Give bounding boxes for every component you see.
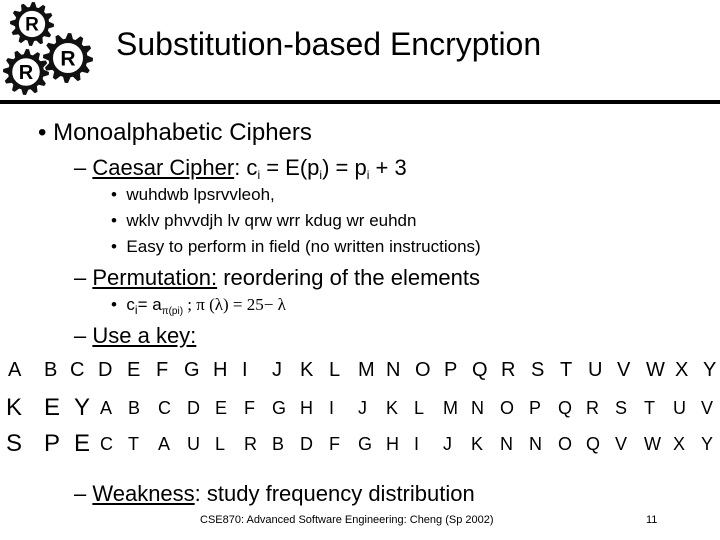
cipher-letter: D [300, 434, 313, 454]
cipher-letter: M [358, 359, 375, 381]
key-label: Use a key: [92, 323, 197, 348]
cipher-letter: T [128, 434, 139, 454]
cipher-letter: U [673, 398, 686, 418]
cipher-letter: J [272, 359, 282, 381]
cipher-letter: W [644, 434, 661, 454]
cipher-letter: K [300, 359, 314, 381]
cipher-letter: S [531, 359, 545, 381]
cipher-letter: S [615, 398, 628, 418]
cipher-letter: C [70, 359, 85, 381]
cipher-letter: X [673, 434, 686, 454]
bullet-permutation [74, 264, 480, 292]
cipher-letter: L [414, 398, 425, 418]
page-title: Substitution-based Encryption [116, 26, 542, 62]
cipher-letter: X [675, 359, 689, 381]
bullet-use-key [74, 322, 196, 350]
example-text: wuhdwb lpsrvvleoh, [126, 185, 275, 204]
caesar-example-3: • Easy to perform in field (no written instructions) [111, 237, 481, 256]
cipher-letter: Y [703, 359, 717, 381]
cipher-letter: E [44, 394, 61, 421]
permutation-text: reordering of the elements [217, 265, 481, 290]
cipher-letter: J [358, 398, 367, 418]
footer-text: CSE870: Advanced Software Engineering: Cheng (Sp 2002) [200, 514, 494, 526]
cipher-letter: C [100, 434, 113, 454]
cipher-letter: I [242, 359, 248, 381]
formula-sub: i [319, 168, 323, 182]
caesar-label: Caesar Cipher [92, 155, 235, 180]
weakness-text: : study frequency distribution [194, 481, 475, 506]
cipher-letter: N [471, 398, 484, 418]
spec-keyed-alphabet-row [0, 428, 720, 460]
cipher-letter: H [300, 398, 313, 418]
formula-part: ) = p [322, 155, 367, 180]
example-text: wklv phvvdjh lv qrw wrr kdug wr euhdn [126, 211, 417, 230]
cipher-letter: N [386, 359, 401, 381]
cipher-letter: L [215, 434, 226, 454]
bullet-dot: • [38, 119, 54, 146]
example-text: Easy to perform in field (no written instructions) [126, 237, 481, 256]
cipher-letter: F [329, 434, 340, 454]
caesar-example-1: • wuhdwb lpsrvvleoh, [111, 185, 275, 204]
cipher-letter: N [500, 434, 513, 454]
cipher-letter: K [6, 394, 23, 421]
dash: – [74, 155, 93, 180]
formula-part: + 3 [369, 155, 407, 180]
cipher-letter: N [529, 434, 542, 454]
cipher-letter: J [443, 434, 452, 454]
svg-text:R: R [25, 14, 39, 36]
cipher-letter: E [127, 359, 141, 381]
cipher-letter: O [415, 359, 431, 381]
cipher-letter: O [558, 434, 573, 454]
cipher-letter: K [471, 434, 484, 454]
formula-sub: π(pi) [161, 306, 184, 317]
cipher-letter: I [414, 434, 420, 454]
gear-logo-icon [0, 0, 104, 100]
cipher-letter: G [184, 359, 200, 381]
cipher-letter: F [244, 398, 255, 418]
cipher-letter: S [6, 430, 23, 457]
formula-sub: i [134, 303, 138, 317]
cipher-letter: Y [701, 434, 714, 454]
gear-icon [10, 2, 54, 46]
title-divider [0, 100, 720, 104]
cipher-letter: A [100, 398, 113, 418]
permutation-label: Permutation: [92, 265, 218, 290]
dash: – [74, 481, 93, 506]
cipher-letter: Q [558, 398, 573, 418]
cipher-letter: U [588, 359, 603, 381]
dash: – [74, 265, 93, 290]
cipher-letter: U [187, 434, 200, 454]
cipher-letter: P [444, 359, 458, 381]
cipher-letter: K [386, 398, 399, 418]
cipher-letter: B [128, 398, 141, 418]
formula-sub: i [257, 168, 261, 182]
cipher-letter: Q [472, 359, 488, 381]
cipher-letter: I [329, 398, 335, 418]
gear-icon [3, 49, 49, 95]
formula-part: = E(p [260, 155, 320, 180]
cipher-letter: V [701, 398, 714, 418]
cipher-letter: E [74, 430, 91, 457]
cipher-letter: W [646, 359, 665, 381]
cipher-letter: R [586, 398, 599, 418]
cipher-letter: M [443, 398, 458, 418]
bullet-monoalphabetic [38, 118, 312, 148]
plaintext-alphabet-row [0, 354, 720, 386]
cipher-letter: B [272, 434, 285, 454]
formula-part: c [126, 295, 135, 314]
cipher-letter: Y [74, 394, 91, 421]
cipher-letter: Q [586, 434, 601, 454]
cipher-letter: L [329, 359, 341, 381]
cipher-letter: A [158, 434, 171, 454]
formula-part: ; π (λ) = 25− λ [183, 295, 286, 314]
cipher-letter: V [615, 434, 628, 454]
weakness-label: Weakness [92, 481, 195, 506]
cipher-letter: G [358, 434, 373, 454]
cipher-letter: F [156, 359, 169, 381]
caesar-example-2: • wklv phvvdjh lv qrw wrr kdug wr euhdn [111, 211, 417, 230]
svg-text:R: R [60, 47, 76, 71]
cipher-letter: B [44, 359, 58, 381]
permutation-formula: • $c_i= a_{\pi(pi)}$ ; π (λ) = 25− λ [111, 295, 286, 317]
cipher-letter: R [501, 359, 516, 381]
cipher-letter: T [560, 359, 573, 381]
cipher-letter: H [386, 434, 399, 454]
formula-part: : c [234, 155, 258, 180]
cipher-letter: D [187, 398, 200, 418]
page-number: 11 [646, 514, 658, 526]
dash: – [74, 323, 93, 348]
cipher-letter: C [158, 398, 171, 418]
bullet-text: Monoalphabetic Ciphers [53, 119, 312, 146]
cipher-letter: D [98, 359, 113, 381]
cipher-letter: G [272, 398, 287, 418]
formula-sub: i [366, 168, 370, 182]
cipher-letter: P [529, 398, 542, 418]
cipher-letter: A [8, 359, 22, 381]
bullet-weakness [74, 480, 475, 508]
svg-text:R: R [18, 61, 34, 84]
key-keyed-alphabet-row [0, 392, 720, 424]
cipher-letter: V [617, 359, 631, 381]
cipher-letter: H [213, 359, 228, 381]
cipher-letter: R [244, 434, 257, 454]
cipher-letter: E [215, 398, 228, 418]
gear-icon [43, 33, 93, 83]
cipher-letter: T [644, 398, 655, 418]
cipher-letter: P [44, 430, 61, 457]
cipher-letter: O [500, 398, 515, 418]
formula-part: = a [137, 295, 162, 314]
